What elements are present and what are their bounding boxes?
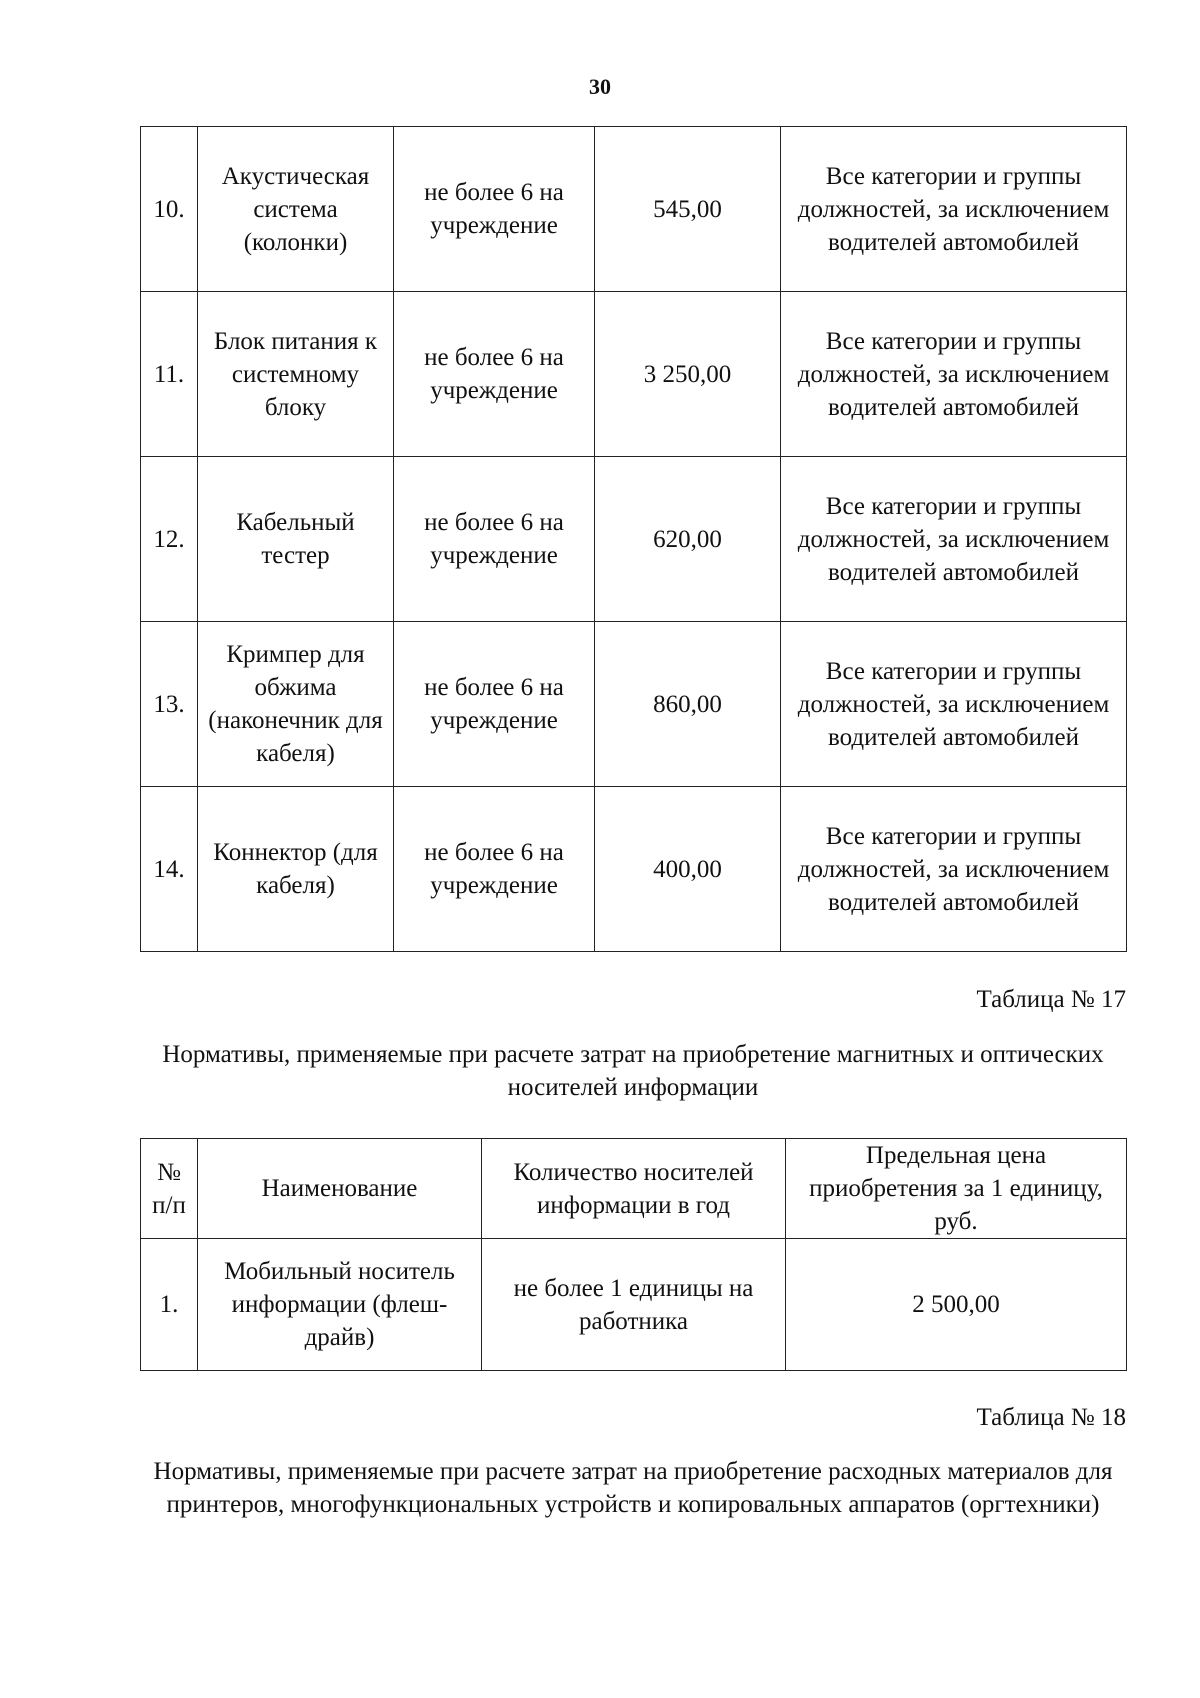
- item-name: Кримпер для обжима (наконечник для кабеля): [198, 622, 394, 787]
- table-18-heading: Нормативы, применяемые при расчете затрат на приобретение расходных материалов для принтеров, многофункциональных устройств и копировальных аппаратов (оргтехники): [153, 1458, 1113, 1518]
- item-quantity: не более 6 на учреждение: [394, 292, 595, 457]
- item-quantity: не более 6 на учреждение: [394, 127, 595, 292]
- row-number: 11.: [141, 292, 198, 457]
- item-price: 3 250,00: [595, 292, 781, 457]
- table-row: [141, 622, 1127, 787]
- item-name: Акустическая система (колонки): [198, 127, 394, 292]
- item-price: 2 500,00: [786, 1239, 1127, 1371]
- table-row: [141, 1239, 1127, 1371]
- item-positions: Все категории и группы должностей, за исключением водителей автомобилей: [781, 457, 1127, 622]
- storage-media-table: [140, 1138, 1127, 1371]
- table-row: [141, 787, 1127, 952]
- row-number: 12.: [141, 457, 198, 622]
- table-row: [141, 127, 1127, 292]
- item-price: 860,00: [595, 622, 781, 787]
- item-positions: Все категории и группы должностей, за исключением водителей автомобилей: [781, 787, 1127, 952]
- table-17-heading: Нормативы, применяемые при расчете затрат на приобретение магнитных и оптических носителей информации: [162, 1041, 1104, 1101]
- table-header-row: [141, 1139, 1127, 1239]
- item-price: 400,00: [595, 787, 781, 952]
- page-number: 30: [589, 74, 611, 99]
- item-quantity: не более 6 на учреждение: [394, 622, 595, 787]
- row-number: 10.: [141, 127, 198, 292]
- item-quantity: не более 6 на учреждение: [394, 787, 595, 952]
- item-name: Коннектор (для кабеля): [198, 787, 394, 952]
- item-name: Блок питания к системному блоку: [198, 292, 394, 457]
- item-positions: Все категории и группы должностей, за исключением водителей автомобилей: [781, 622, 1127, 787]
- header-num: № п/п: [141, 1139, 198, 1239]
- row-number: 13.: [141, 622, 198, 787]
- norms-table-continued: [140, 126, 1127, 952]
- header-price: Предельная цена приобретения за 1 единицу, руб.: [786, 1139, 1127, 1239]
- row-number: 1.: [141, 1239, 198, 1371]
- item-name: Кабельный тестер: [198, 457, 394, 622]
- item-quantity: не более 1 единицы на работника: [482, 1239, 786, 1371]
- item-name: Мобильный носитель информации (флеш-драйв): [198, 1239, 482, 1371]
- item-positions: Все категории и группы должностей, за исключением водителей автомобилей: [781, 127, 1127, 292]
- item-price: 545,00: [595, 127, 781, 292]
- item-price: 620,00: [595, 457, 781, 622]
- header-quantity: Количество носителей информации в год: [482, 1139, 786, 1239]
- item-quantity: не более 6 на учреждение: [394, 457, 595, 622]
- table-17-caption: Таблица № 17: [976, 986, 1126, 1013]
- table-row: [141, 457, 1127, 622]
- row-number: 14.: [141, 787, 198, 952]
- item-positions: Все категории и группы должностей, за исключением водителей автомобилей: [781, 292, 1127, 457]
- header-name: Наименование: [198, 1139, 482, 1239]
- table-18-caption: Таблица № 18: [976, 1404, 1126, 1431]
- table-row: [141, 292, 1127, 457]
